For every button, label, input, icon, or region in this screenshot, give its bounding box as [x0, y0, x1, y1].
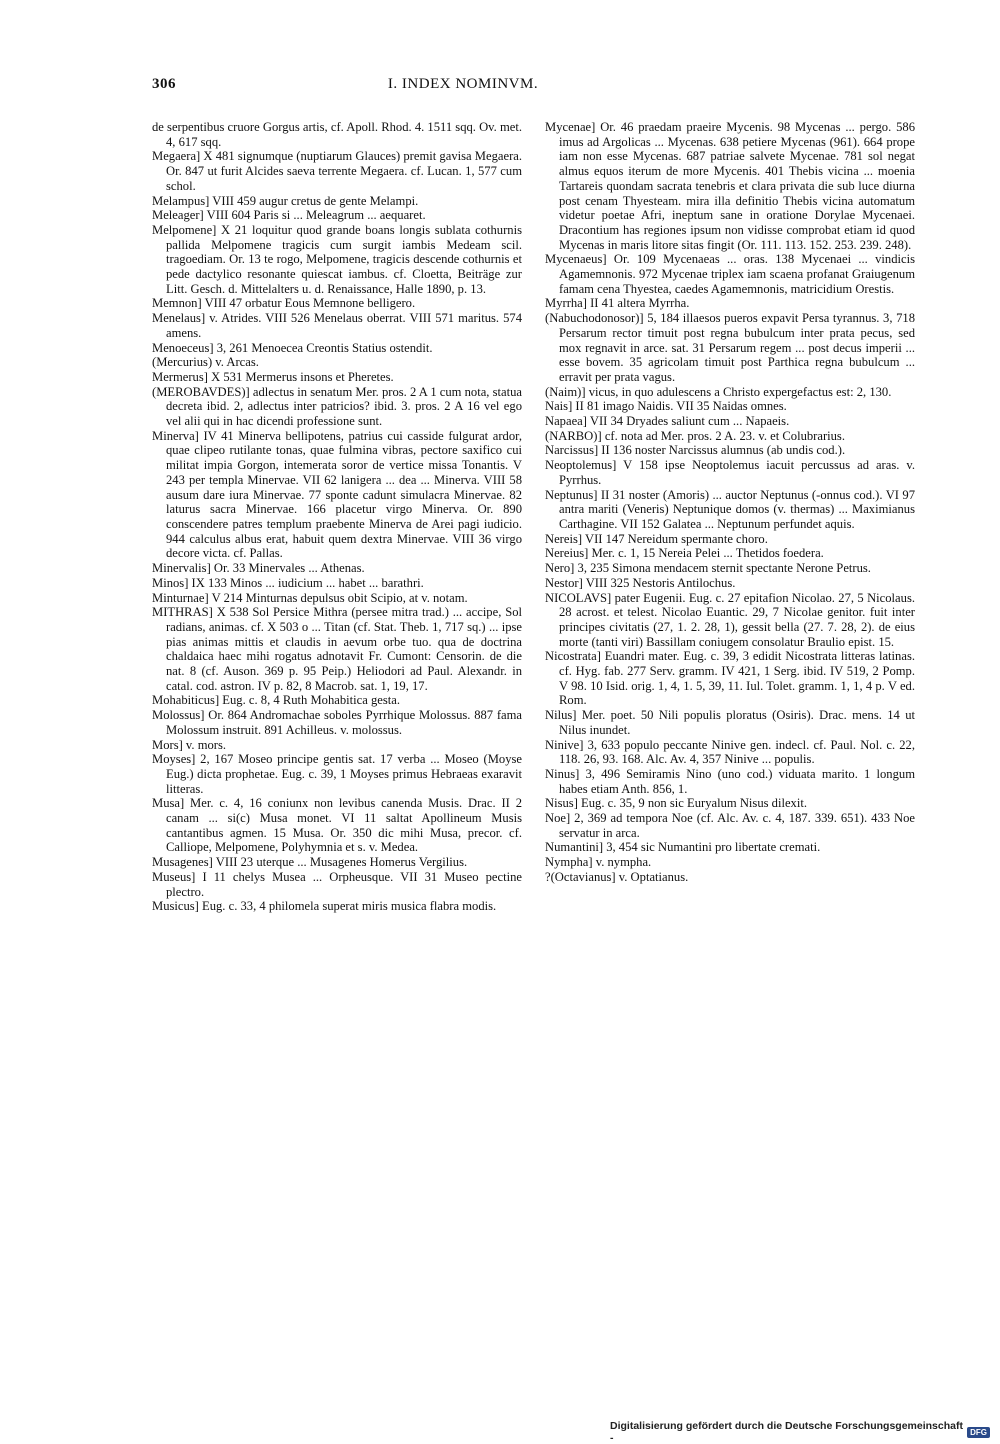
page-number: 306 [152, 76, 176, 92]
index-entry: Nisus] Eug. c. 35, 9 non sic Euryalum Nisus dilexit. [545, 796, 807, 811]
index-entry: Minerva] IV 41 Minerva bellipotens, patrius cui casside fulgurat ardor, quae clipeo rutilante tonas, quae fulmina vibras, pectore saxifico cui militat impia Gorgon, intemerata soror de vertice missa Tonantis. V 243 per templa Minervae. VII 62 lanigera ... dea ... Minerva. VIII 58 ausum dare iura Minervae. 77 sponte cadunt simulacra Minervae. 82 laturus sacra Minervae. 166 placetur virgo Minerva. Or. 890 conscendere patres templum praebente Minerva de Arei pagi iudicio. 944 calculus albus erat, habuit quem dextra Minervae. VIII 36 virgo decore victa. cf. Pallas. [152, 428, 522, 561]
index-entry: (Nabuchodonosor)] 5, 184 illaesos pueros expavit Persa tyrannus. 3, 718 Persarum rector timuit post regna bubulcum inter prata pecus, sed mox regnavit in arce. sat. 31 Persarum regem ... post decus imperii ... esse bovem. 35 agricolam timuit post Parthica regna bubulcum ... erravit per prata vagus. [545, 311, 915, 384]
index-entry: Mycenaeus] Or. 109 Mycenaeas ... oras. 138 Mycenaei ... vindicis Agamemnonis. 972 Mycenae triplex iam scaena profanat Graiugenum famam cena Thyestea, caedes Agamemnonis, matricidium Orestis. [545, 252, 915, 296]
funding-notice [610, 1420, 990, 1444]
index-entry: Nero] 3, 235 Simona mendacem sternit spectante Nerone Petrus. [545, 561, 871, 576]
index-entry: Nereis] VII 147 Nereidum spermante choro. [545, 531, 768, 546]
index-entry: Musagenes] VIII 23 uterque ... Musagenes Homerus Vergilius. [152, 855, 468, 870]
running-title: I. INDEX NOMINVM. [387, 76, 539, 92]
index-entry: Mermerus] X 531 Mermerus insons et Pheretes. [152, 369, 394, 384]
index-entry: Menelaus] v. Atrides. VIII 526 Menelaus oberrat. VIII 571 maritus. 574 amens. [152, 311, 522, 340]
dfg-logo: DFG [967, 1427, 990, 1438]
index-entry: Ninive] 3, 633 populo peccante Ninive gen. indecl. cf. Paul. Nol. c. 22, 118. 26, 93. 168. Alc. Av. 4, 357 Ninive ... populis. [545, 737, 915, 767]
index-entry: Meleager] VIII 604 Paris si ... Meleagrum ... aequaret. [152, 208, 426, 223]
index-entry: NICOLAVS] pater Eugenii. Eug. c. 27 epitafion Nicolao. 27, 5 Nicolaus. 28 acrost. et telest. Nicolao Euantic. 29, 7 Nicolae genitor. fuit inter principes civitatis (27, 1. 2. 28, 1), gessit bella (27. 7. 28, 2). de eius morte (tanti viri) Bassillam coniugem consolatur Braulio epist. 15. [545, 590, 915, 649]
index-entry: MITHRAS] X 538 Sol Persice Mithra (persee mitra trad.) ... accipe, Sol radians, animas. cf. X 503 o ... Titan (cf. Stat. Theb. 1, 717 sq.) ... ipse pias animas mittis et claudis in aevum orbe tuo. qua de doctrina chaldaica haec mihi rogatus adnotavit Fr. Cumont: Censorin. de die nat. 8 (cf. Auson. 369 p. 95 Peip.) Heliodori ad Paul. Alexandr. in catal. cod. astron. IV p. 82, 8 Macrob. sat. 1, 19, 17. [152, 605, 522, 693]
index-entry: Myrrha] II 41 altera Myrrha. [545, 296, 690, 311]
index-entry: Napaea] VII 34 Dryades saliunt cum ... Napaeis. [545, 414, 790, 429]
index-entry: Memnon] VIII 47 orbatur Eous Memnone belligero. [152, 296, 416, 311]
index-entry: Minos] IX 133 Minos ... iudicium ... habet ... barathri. [152, 575, 424, 590]
index-entry: Mohabiticus] Eug. c. 8, 4 Ruth Mohabitica gesta. [152, 693, 400, 708]
index-entry: (Naim)] vicus, in quo adulescens a Christo expergefactus est: 2, 130. [545, 384, 892, 399]
page-header [152, 76, 774, 102]
index-entry: Ninus] 3, 496 Semiramis Nino (uno cod.) viduata marito. 1 longum habes etiam Anth. 856, 1. [545, 766, 915, 796]
index-entry: Musa] Mer. c. 4, 16 coniunx non levibus canenda Musis. Drac. II 2 canam ... si(c) Musa monet. VI 11 saltat Apollineum Musis cantantibus agmen. 15 Musa. Or. 350 dic mihi Musa, precor. cf. Calliope, Melpomene, Polyhymnia et s. v. Medea. [152, 796, 522, 855]
index-entry: Melpomene] X 21 loquitur quod grande boans longis sublata cothurnis pallida Melpomene tragicis cum surgit iambis Medeam scil. tragoediam. Or. 13 te rogo, Melpomene, tragicis descende cothurnis et pede dactylico resonante quiescat iambus. cf. Cloetta, Beiträge zur Litt. Gesch. d. Mittelalters u. d. Renaissance, Halle 1890, p. 13. [152, 222, 522, 296]
index-entry: Neoptolemus] V 158 ipse Neoptolemus iacuit percussus ad aras. v. Pyrrhus. [545, 458, 915, 487]
index-entry: Nereius] Mer. c. 1, 15 Nereia Pelei ... Thetidos foedera. [545, 546, 824, 561]
index-entry: Megaera] X 481 signumque (nuptiarum Glauces) premit gavisa Megaera. Or. 847 ut furit Alcides saeva terrente Megaera. cf. Lucan. 1, 577 cum schol. [152, 149, 522, 193]
index-entry: Nilus] Mer. poet. 50 Nili populis ploratus (Osiris). Drac. mens. 14 ut Nilus inundet. [545, 708, 915, 737]
index-entry: Minturnae] V 214 Minturnas depulsus obit Scipio, at v. notam. [152, 590, 468, 605]
right-column [545, 120, 915, 885]
index-entry: Noe] 2, 369 ad tempora Noe (cf. Alc. Av. c. 4, 187. 339. 651). 433 Noe servatur in arca. [545, 811, 915, 840]
index-entry: (NARBO)] cf. nota ad Mer. pros. 2 A. 23. v. et Colubrarius. [545, 428, 845, 443]
index-entry: Molossus] Or. 864 Andromachae soboles Pyrrhique Molossus. 887 fama Molossum instruit. 891 Achilleus. v. molossus. [152, 708, 522, 737]
left-column [152, 120, 522, 914]
index-entry: Mors] v. mors. [152, 737, 227, 752]
index-entry: Numantini] 3, 454 sic Numantini pro libertate cremati. [545, 840, 821, 855]
index-entry: Narcissus] II 136 noster Narcissus alumnus (ab undis cod.). [545, 443, 846, 458]
index-entry: Nympha] v. nympha. [545, 855, 652, 870]
funding-text: Digitalisierung gefördert durch die Deutsche Forschungsgemeinschaft - [610, 1420, 963, 1444]
index-entry: Nicostrata] Euandri mater. Eug. c. 39, 3 edidit Nicostrata litteras latinas. cf. Hyg. fab. 277 Serv. gramm. IV 421, 1 Serg. ibid. IV 519, 2 Pomp. V 98. 10 Isid. orig. 1, 4, 1. 5, 39, 11. Iul. Tolet. gramm. 1, 1, 4 p. V ed. Rom. [545, 649, 915, 708]
index-entry: Minervalis] Or. 33 Minervales ... Athenas. [152, 561, 365, 576]
index-entry: Musicus] Eug. c. 33, 4 philomela superat miris musica flabra modis. [152, 899, 497, 914]
index-entry: Mycenae] Or. 46 praedam praeire Mycenis. 98 Mycenas ... pergo. 586 imus ad Argolicas ... Mycenas. 638 petiere Mycenas (961). 664 prope iam non esse Mycenas. 687 patriae salvete Mycenae. 781 sol negat almus equos iterum de more Mycenis. 401 Thebis vicina ... moenia Tartareis quondam sacrata tenebris et clara privata die sub luce diurna post cenam Thyesteam. mira illa definitio Thebis vicina automatum videtur poetae Afri, ineptum sane in oratione Dorylae Mycenaei. Dracontium has regiones ipsum non vidisse comprobat etiam id quod Mycenas in maris litore sitas fingit (Or. 111. 113. 152. 253. 239. 248). [545, 120, 915, 252]
index-entry: Melampus] VIII 459 augur cretus de gente Melampi. [152, 193, 419, 208]
index-entry: Museus] I 11 chelys Musea ... Orpheusque. VII 31 Museo pectine plectro. [152, 869, 522, 899]
index-entry: ?(Octavianus] v. Optatianus. [545, 869, 689, 884]
index-entry: de serpentibus cruore Gorgus artis, cf. Apoll. Rhod. 4. 1511 sqq. Ov. met. 4, 617 sqq. [152, 120, 522, 149]
index-entry: (Mercurius) v. Arcas. [152, 355, 259, 370]
index-entry: Moyses] 2, 167 Moseo principe gentis sat. 17 verba ... Moseo (Moyse Eug.) dicta prophetae. Eug. c. 39, 1 Moyses primus Hebraeas exaravit litteras. [152, 752, 522, 796]
index-entry: Neptunus] II 31 noster (Amoris) ... auctor Neptunus (-onnus cod.). VI 97 antra mariti (Veneris) Neptunique domos (v. thermas) ... Maximianus Carthagine. VII 152 Galatea ... Neptunum perfundet aquis. [545, 487, 915, 531]
index-entry: Menoeceus] 3, 261 Menoecea Creontis Statius ostendit. [152, 340, 433, 355]
index-entry: Nais] II 81 imago Naidis. VII 35 Naidas omnes. [545, 399, 787, 414]
index-entry: (MEROBAVDES)] adlectus in senatum Mer. pros. 2 A 1 cum nota, statua decreta ibid. 2, adlectus inter patricios? ibid. 3. pros. 2 A 16 vel ego vel alii qui in hac dicendi professione sunt. [152, 384, 522, 429]
index-entry: Nestor] VIII 325 Nestoris Antilochus. [545, 575, 736, 590]
